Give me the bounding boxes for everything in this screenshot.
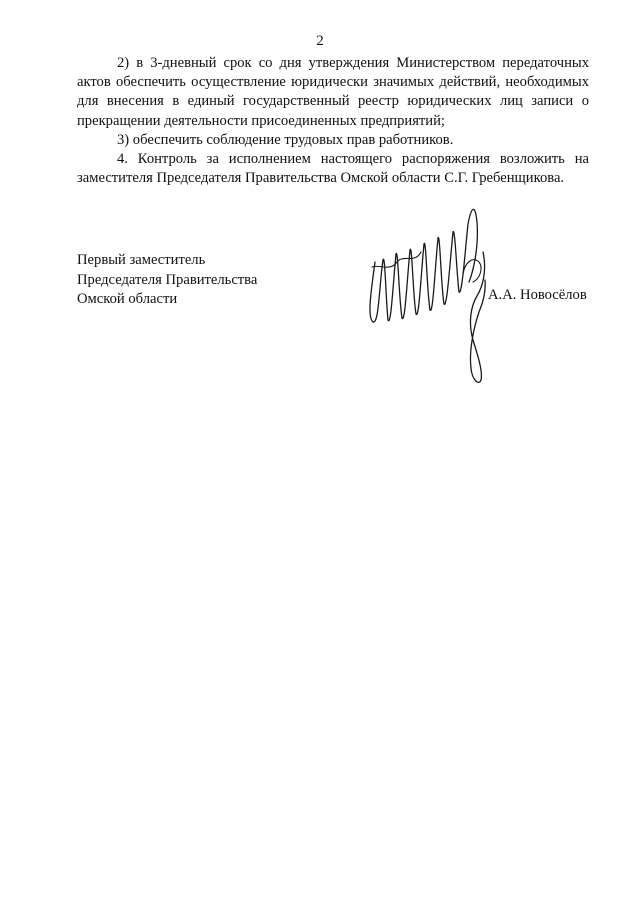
paragraph-item-4: 4. Контроль за исполнением настоящего распоряжения возложить на заместителя Председателя Правительства Омской области С.Г. Гребенщикова. — [77, 151, 589, 187]
signatory-title-line: Омской области — [77, 291, 178, 307]
document-body — [77, 54, 589, 188]
paragraph-item-2: 2) в 3-дневный срок со дня утверждения Министерством передаточных актов обеспечить осуществление юридически значимых действий, необходимых для внесения в единый государственный реестр юридических лиц записи о прекращении деятельности присоединенных предприятий; — [77, 55, 589, 129]
signatory-name: А.А. Новосёлов — [488, 287, 587, 303]
signatory-title-line: Председателя Правительства — [77, 271, 258, 288]
handwritten-signature — [355, 192, 505, 387]
signatory-title — [77, 251, 257, 310]
page-number: 2 — [316, 33, 324, 49]
signatory-title-line: Первый заместитель — [77, 252, 206, 268]
paragraph-item-3: 3) обеспечить соблюдение трудовых прав работников. — [117, 131, 454, 148]
